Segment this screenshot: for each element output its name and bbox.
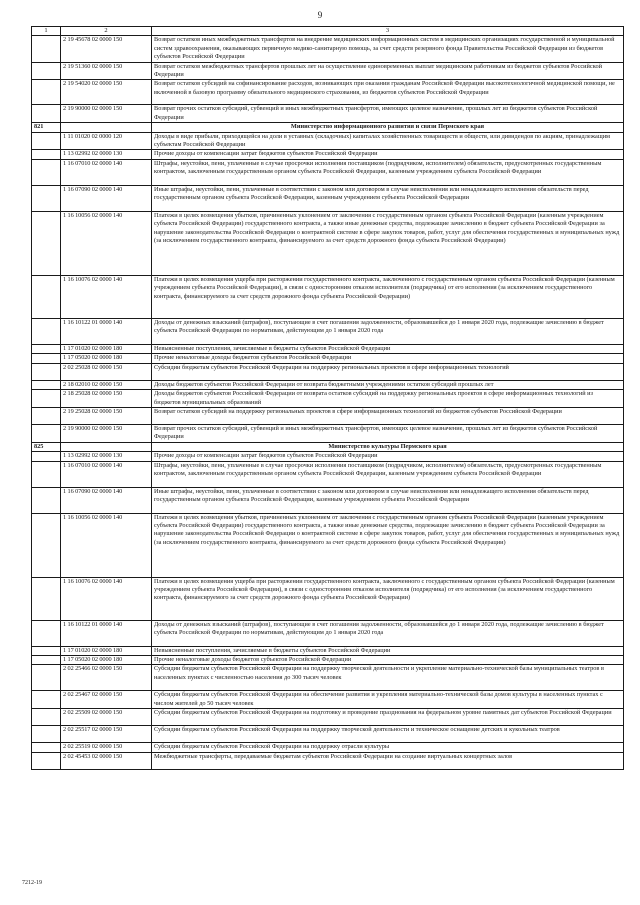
admin-code-cell: [32, 577, 61, 620]
description-cell: Доходы в виде прибыли, приходящейся на доли в уставных (складочных) капиталах хозяйственных товариществ и обществ, или дивидендов по акциям, принадлежащим субъектам Российской Федерации: [152, 132, 624, 150]
description-cell: Прочие доходы от компенсации затрат бюджетов субъектов Российской Федерации: [152, 150, 624, 159]
table-row: [32, 407, 624, 424]
table-row: [32, 390, 624, 408]
admin-code-cell: [32, 487, 61, 513]
description-cell: Платежи в целях возмещения ущерба при расторжении государственного контракта, заключенного с государственным органом субъекта Российской Федерации (казенным учреждением субъекта Российской Федерации), в связи с односторонним отказом исполнителя (подрядчика) от его исполнения (за исключением государственного контракта, финансируемого за счет средств дорожного фонда субъекта Российской Федерации): [152, 275, 624, 318]
description-cell: Прочие неналоговые доходы бюджетов субъектов Российской Федерации: [152, 354, 624, 363]
table-row: [32, 620, 624, 646]
description-cell: Возврат остатков межбюджетных трансфертов прошлых лет на осуществление единовременных выплат медицинским работникам из бюджетов субъектов Российской Федерации: [152, 62, 624, 80]
admin-code-cell: [32, 354, 61, 363]
description-cell: Платежи в целях возмещения убытков, причиненных уклонением от заключения с государственным органом субъекта Российской Федерации (казенным учреждением субъекта Российской Федерации) государственного контракта, а также иные денежные средства, подлежащие зачислению в бюджет субъекта Российской Федерации за нарушение законодательства Российской Федерации о контрактной системе в сфере закупок товаров, работ, услуг для обеспечения государственных и муниципальных нужд (за исключением государственного контракта, финансируемого за счет средств дорожного фонда субъекта Российской Федерации): [152, 211, 624, 275]
admin-code-cell: [32, 275, 61, 318]
revenue-code-cell: 2 19 45678 02 0000 150: [61, 36, 152, 62]
admin-code-cell: 821: [32, 123, 61, 132]
table-row: [32, 424, 624, 442]
description-cell: Субсидии бюджетам субъектов Российской Федерации на обеспечение развития и укрепления материально-технической базы домов культуры в населенных пунктах с числом жителей до 50 тысяч человек: [152, 691, 624, 709]
revenue-code-cell: 1 13 02992 02 0000 130: [61, 150, 152, 159]
ministry-name-cell: Министерство информационного развития и связи Пермского края: [152, 123, 624, 132]
revenue-code-cell: 1 16 07090 02 0000 140: [61, 185, 152, 211]
description-cell: Платежи в целях возмещения ущерба при расторжении государственного контракта, заключенного с государственным органом субъекта Российской Федерации (казенным учреждением субъекта Российской Федерации), в связи с односторонним отказом исполнителя (подрядчика) от его исполнения (за исключением государственного контракта, финансируемого за счет средств дорожного фонда субъекта Российской Федерации): [152, 577, 624, 620]
admin-code-cell: [32, 424, 61, 442]
revenue-code-cell: 1 16 10122 01 0000 140: [61, 620, 152, 646]
revenue-code-cell: 1 17 01020 02 0000 180: [61, 646, 152, 655]
header-col-1: 1: [32, 27, 61, 36]
table-row: [32, 80, 624, 105]
admin-code-cell: [32, 743, 61, 752]
table-row: [32, 577, 624, 620]
table-row: [32, 159, 624, 185]
revenue-code-cell: 1 16 10056 02 0000 140: [61, 211, 152, 275]
description-cell: Субсидии бюджетам субъектов Российской Федерации на поддержку отрасли культуры: [152, 743, 624, 752]
revenue-codes-table: [31, 26, 624, 770]
description-cell: Субсидии бюджетам субъектов Российской Федерации на поддержку творческой деятельности и техническое оснащение детских и кукольных театров: [152, 726, 624, 743]
revenue-code-cell: 1 16 10076 02 0000 140: [61, 577, 152, 620]
admin-code-cell: [32, 665, 61, 691]
admin-code-cell: [32, 407, 61, 424]
revenue-code-cell: 1 16 07090 02 0000 140: [61, 487, 152, 513]
table-row: [32, 452, 624, 461]
table-row: [32, 646, 624, 655]
table-row: [32, 354, 624, 363]
admin-code-cell: [32, 159, 61, 185]
revenue-code-cell: 2 19 90000 02 0000 150: [61, 105, 152, 123]
admin-code-cell: [32, 211, 61, 275]
table-row: [32, 150, 624, 159]
table-row: [32, 185, 624, 211]
admin-code-cell: [32, 380, 61, 389]
admin-code-cell: [32, 709, 61, 726]
revenue-code-cell: 2 02 25466 02 0000 150: [61, 665, 152, 691]
table-row: [32, 655, 624, 664]
table-row: [32, 36, 624, 62]
revenue-code-cell: 2 19 25028 02 0000 150: [61, 407, 152, 424]
admin-code-cell: [32, 513, 61, 577]
table-row: [32, 344, 624, 353]
admin-code-cell: [32, 655, 61, 664]
revenue-code-cell: 1 16 10056 02 0000 140: [61, 513, 152, 577]
description-cell: Доходы от денежных взысканий (штрафов), поступающие в счет погашения задолженности, образовавшейся до 1 января 2020 года, подлежащие зачислению в бюджет субъекта Российской Федерации по нормативам, действующим до 1 января 2020 года: [152, 318, 624, 344]
table-row: [32, 487, 624, 513]
revenue-code-cell: 2 02 25519 02 0000 150: [61, 743, 152, 752]
description-cell: Возврат прочих остатков субсидий, субвенций и иных межбюджетных трансфертов, имеющих целевое назначение, прошлых лет из бюджетов субъектов Российской Федерации: [152, 105, 624, 123]
ministry-row: [32, 442, 624, 451]
admin-code-cell: [32, 620, 61, 646]
table-row: [32, 105, 624, 123]
description-cell: Возврат прочих остатков субсидий, субвенций и иных межбюджетных трансфертов, имеющих целевое назначение, прошлых лет из бюджетов субъектов Российской Федерации: [152, 424, 624, 442]
revenue-code-cell: 2 02 45453 02 0000 150: [61, 752, 152, 769]
table-row: [32, 691, 624, 709]
admin-code-cell: [32, 646, 61, 655]
description-cell: Возврат остатков субсидий на поддержку региональных проектов в сфере информационных технологий из бюджетов субъектов Российской Федерации: [152, 407, 624, 424]
header-col-3: 3: [152, 27, 624, 36]
table-header-row: [32, 27, 624, 36]
header-col-2: 2: [61, 27, 152, 36]
revenue-code-cell: 1 16 10122 01 0000 140: [61, 318, 152, 344]
table-row: [32, 726, 624, 743]
table-row: [32, 665, 624, 691]
description-cell: Субсидии бюджетам субъектов Российской Федерации на подготовку и проведение празднования на федеральном уровне памятных дат субъектов Российской Федерации: [152, 709, 624, 726]
description-cell: Штрафы, неустойки, пени, уплаченные в случае просрочки исполнения поставщиком (подрядчиком, исполнителем) обязательств, предусмотренных государственным контрактом, заключенным государственным органом субъекта Российской Федерации, казенным учреждением субъекта Российской Федерации: [152, 461, 624, 487]
table-row: [32, 513, 624, 577]
revenue-code-cell: 2 02 25467 02 0000 150: [61, 691, 152, 709]
revenue-code-cell: 2 19 90000 02 0000 150: [61, 424, 152, 442]
description-cell: Штрафы, неустойки, пени, уплаченные в случае просрочки исполнения поставщиком (подрядчиком, исполнителем) обязательств, предусмотренных государственным контрактом, заключенным государственным органом субъекта Российской Федерации, казенным учреждением субъекта Российской Федерации: [152, 159, 624, 185]
admin-code-cell: [32, 318, 61, 344]
description-cell: Прочие неналоговые доходы бюджетов субъектов Российской Федерации: [152, 655, 624, 664]
revenue-code-cell: 2 19 54020 02 0000 150: [61, 80, 152, 105]
revenue-code-cell: 1 17 05020 02 0000 180: [61, 354, 152, 363]
admin-code-cell: [32, 80, 61, 105]
revenue-code-cell: 2 02 25517 02 0000 150: [61, 726, 152, 743]
admin-code-cell: [32, 132, 61, 150]
revenue-code-cell: 2 02 25509 02 0000 150: [61, 709, 152, 726]
table-row: [32, 132, 624, 150]
ministry-row: [32, 123, 624, 132]
description-cell: Невыясненные поступления, зачисляемые в бюджеты субъектов Российской Федерации: [152, 646, 624, 655]
revenue-code-cell: [61, 442, 152, 451]
description-cell: Доходы бюджетов субъектов Российской Федерации от возврата бюджетными учреждениями остатков субсидий прошлых лет: [152, 380, 624, 389]
table-row: [32, 275, 624, 318]
description-cell: Прочие доходы от компенсации затрат бюджетов субъектов Российской Федерации: [152, 452, 624, 461]
admin-code-cell: [32, 363, 61, 380]
description-cell: Иные штрафы, неустойки, пени, уплаченные в соответствии с законом или договором в случае неисполнения или ненадлежащего исполнения обязательств перед государственным органом субъекта Российской Федерации, казенным учреждением субъекта Российской Федерации: [152, 487, 624, 513]
admin-code-cell: [32, 62, 61, 80]
admin-code-cell: 825: [32, 442, 61, 451]
revenue-code-cell: 1 16 07010 02 0000 140: [61, 461, 152, 487]
table-row: [32, 211, 624, 275]
description-cell: Субсидии бюджетам субъектов Российской Федерации на поддержку региональных проектов в сфере информационных технологий: [152, 363, 624, 380]
admin-code-cell: [32, 150, 61, 159]
revenue-code-cell: 2 02 25028 02 0000 150: [61, 363, 152, 380]
description-cell: Межбюджетные трансферты, передаваемые бюджетам субъектов Российской Федерации на создание виртуальных концертных залов: [152, 752, 624, 769]
table-row: [32, 318, 624, 344]
description-cell: Невыясненные поступления, зачисляемые в бюджеты субъектов Российской Федерации: [152, 344, 624, 353]
admin-code-cell: [32, 752, 61, 769]
revenue-code-cell: 1 13 02992 02 0000 130: [61, 452, 152, 461]
description-cell: Возврат остатков иных межбюджетных трансфертов на внедрение медицинских информационных систем в медицинских организациях государственной и муниципальной систем здравоохранения, оказывающих первичную медико-санитарную помощь, за счет средств резервного фонда Правительства Российской Федерации из бюджетов субъектов Российской Федерации: [152, 36, 624, 62]
table-row: [32, 62, 624, 80]
admin-code-cell: [32, 344, 61, 353]
description-cell: Возврат остатков субсидий на софинансирование расходов, возникающих при оказании гражданам Российской Федерации высокотехнологичной медицинской помощи, не включенной в базовую программу обязательного медицинского страхования, из бюджетов субъектов Российской Федерации: [152, 80, 624, 105]
revenue-code-cell: 2 18 25028 02 0000 150: [61, 390, 152, 408]
revenue-code-cell: 1 17 05020 02 0000 180: [61, 655, 152, 664]
description-cell: Доходы от денежных взысканий (штрафов), поступающие в счет погашения задолженности, образовавшейся до 1 января 2020 года, подлежащие зачислению в бюджет субъекта Российской Федерации по нормативам, действующим до 1 января 2020 года: [152, 620, 624, 646]
description-cell: Платежи в целях возмещения убытков, причиненных уклонением от заключения с государственным органом субъекта Российской Федерации (казенным учреждением субъекта Российской Федерации) государственного контракта, а также иные денежные средства, подлежащие зачислению в бюджет субъекта Российской Федерации за нарушение законодательства Российской Федерации о контрактной системе в сфере закупок товаров, работ, услуг для обеспечения государственных и муниципальных нужд (за исключением государственного контракта, финансируемого за счет средств дорожного фонда субъекта Российской Федерации): [152, 513, 624, 577]
admin-code-cell: [32, 36, 61, 62]
admin-code-cell: [32, 461, 61, 487]
table-row: [32, 743, 624, 752]
revenue-code-cell: 2 18 02010 02 0000 150: [61, 380, 152, 389]
table-row: [32, 363, 624, 380]
revenue-code-cell: 1 17 01020 02 0000 180: [61, 344, 152, 353]
table-row: [32, 380, 624, 389]
admin-code-cell: [32, 105, 61, 123]
revenue-code-cell: 1 11 01020 02 0000 120: [61, 132, 152, 150]
revenue-code-cell: 1 16 07010 02 0000 140: [61, 159, 152, 185]
description-cell: Доходы бюджетов субъектов Российской Федерации от возврата остатков субсидий на поддержку региональных проектов в сфере информационных технологий из бюджетов муниципальных образований: [152, 390, 624, 408]
admin-code-cell: [32, 691, 61, 709]
table-row: [32, 461, 624, 487]
admin-code-cell: [32, 185, 61, 211]
revenue-code-cell: 1 16 10076 02 0000 140: [61, 275, 152, 318]
document-footer-code: 7212-19: [22, 880, 42, 886]
table-row: [32, 752, 624, 769]
ministry-name-cell: Министерство культуры Пермского края: [152, 442, 624, 451]
page-number: 9: [317, 10, 323, 20]
admin-code-cell: [32, 452, 61, 461]
admin-code-cell: [32, 726, 61, 743]
description-cell: Иные штрафы, неустойки, пени, уплаченные в соответствии с законом или договором в случае неисполнения или ненадлежащего исполнения обязательств перед государственным органом субъекта Российской Федерации, казенным учреждением субъекта Российской Федерации: [152, 185, 624, 211]
table-row: [32, 709, 624, 726]
revenue-code-cell: 2 19 51360 02 0000 150: [61, 62, 152, 80]
description-cell: Субсидии бюджетам субъектов Российской Федерации на поддержку творческой деятельности и укрепление материально-технической базы муниципальных театров в населенных пунктах с численностью населения до 300 тысяч человек: [152, 665, 624, 691]
admin-code-cell: [32, 390, 61, 408]
revenue-code-cell: [61, 123, 152, 132]
